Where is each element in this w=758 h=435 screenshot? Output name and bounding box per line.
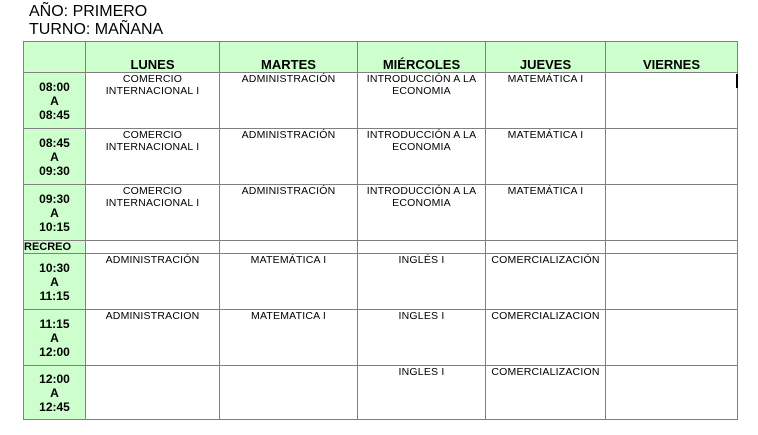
class-cell-jueves (486, 129, 606, 185)
class-cell-lunes (86, 185, 220, 241)
break-cell (220, 241, 358, 254)
year-title: AÑO: PRIMERO (29, 3, 148, 20)
time-slot-row (24, 310, 738, 366)
class-cell-miercoles (358, 129, 486, 185)
class-cell-martes (220, 366, 358, 420)
break-cell (86, 241, 220, 254)
break-row (24, 241, 738, 254)
class-cell-jueves (486, 366, 606, 420)
subject-text: ADMINISTRACIÓN (241, 73, 336, 85)
subject-text: MATEMÁTICA I (507, 73, 584, 85)
class-cell-lunes (86, 254, 220, 310)
subject-text: ADMINISTRACION (105, 310, 200, 322)
subject-text: INTRODUCCIÓN A LA (366, 129, 477, 141)
day-header-jueves: JUEVES (486, 42, 606, 73)
time-start: 12:00 (39, 371, 70, 386)
time-cell (24, 185, 86, 241)
class-cell-jueves (486, 310, 606, 366)
class-cell-miercoles (358, 73, 486, 129)
subject-text: MATEMÁTICA I (507, 185, 584, 197)
subject-text: ECONOMIA (392, 141, 451, 153)
subject-text: COMERCIO (122, 185, 183, 197)
subject-text: ECONOMIA (392, 85, 451, 97)
subject-text: MATEMÁTICA I (507, 129, 584, 141)
class-cell-viernes (606, 73, 738, 129)
time-slot-row (24, 185, 738, 241)
time-sep: A (50, 93, 59, 108)
time-end: 12:45 (39, 399, 70, 414)
break-cell (486, 241, 606, 254)
time-cell (24, 366, 86, 420)
class-cell-jueves (486, 254, 606, 310)
class-cell-lunes (86, 129, 220, 185)
subject-text: MATEMATICA I (251, 310, 326, 322)
break-cell (358, 241, 486, 254)
time-start: 08:00 (39, 79, 70, 94)
time-sep: A (50, 149, 59, 164)
time-sep: A (50, 330, 59, 345)
subject-text: ADMINISTRACIÓN (241, 129, 336, 141)
day-header-martes: MARTES (220, 42, 358, 73)
time-cell (24, 310, 86, 366)
time-slot-row (24, 129, 738, 185)
class-cell-miercoles (358, 185, 486, 241)
class-cell-miercoles (358, 366, 486, 420)
subject-text: INTERNACIONAL I (105, 85, 200, 97)
class-cell-viernes (606, 129, 738, 185)
shift-title: TURNO: MAÑANA (29, 21, 164, 38)
time-slot-row (24, 254, 738, 310)
time-end: 10:15 (39, 219, 70, 234)
subject-text: ADMINISTRACIÓN (241, 185, 336, 197)
day-header-lunes: LUNES (86, 42, 220, 73)
class-cell-miercoles (358, 310, 486, 366)
subject-text: INTERNACIONAL I (105, 141, 200, 153)
subject-text: ECONOMIA (392, 197, 451, 209)
time-start: 08:45 (39, 135, 70, 150)
class-cell-martes (220, 129, 358, 185)
edge-mark (736, 74, 738, 88)
subject-text: ADMINISTRACIÓN (105, 254, 200, 266)
break-cell (606, 241, 738, 254)
time-sep: A (50, 385, 59, 400)
class-cell-martes (220, 254, 358, 310)
class-cell-martes (220, 185, 358, 241)
subject-text: COMERCIO (122, 73, 183, 85)
time-end: 08:45 (39, 107, 70, 122)
subject-text: COMERCIALIZACION (491, 366, 600, 378)
time-sep: A (50, 205, 59, 220)
time-start: 10:30 (39, 260, 70, 275)
time-sep: A (50, 274, 59, 289)
class-cell-lunes (86, 73, 220, 129)
subject-text: INTRODUCCIÓN A LA (366, 73, 477, 85)
class-cell-lunes (86, 310, 220, 366)
class-cell-viernes (606, 310, 738, 366)
break-label: RECREO (24, 241, 86, 254)
subject-text: COMERCIALIZACION (491, 310, 600, 322)
time-slot-row (24, 366, 738, 420)
time-end: 09:30 (39, 163, 70, 178)
subject-text: COMERCIO (122, 129, 183, 141)
subject-text: INTERNACIONAL I (105, 197, 200, 209)
subject-text: MATEMÁTICA I (250, 254, 327, 266)
class-cell-viernes (606, 366, 738, 420)
time-end: 12:00 (39, 344, 70, 359)
class-cell-jueves (486, 185, 606, 241)
class-cell-martes (220, 73, 358, 129)
corner-cell (24, 42, 86, 73)
class-cell-viernes (606, 185, 738, 241)
time-start: 11:15 (39, 316, 70, 331)
time-cell (24, 73, 86, 129)
time-cell (24, 129, 86, 185)
class-cell-martes (220, 310, 358, 366)
day-header-miercoles: MIÉRCOLES (358, 42, 486, 73)
class-cell-miercoles (358, 254, 486, 310)
time-end: 11:15 (39, 288, 70, 303)
subject-text: INGLES I (398, 366, 445, 378)
time-cell (24, 254, 86, 310)
class-cell-lunes (86, 366, 220, 420)
subject-text: COMERCIALIZACIÓN (491, 254, 600, 266)
subject-text: INTRODUCCIÓN A LA (366, 185, 477, 197)
header-row (24, 42, 738, 73)
schedule-table (23, 41, 738, 420)
class-cell-jueves (486, 73, 606, 129)
day-header-viernes: VIERNES (606, 42, 738, 73)
subject-text: INGLES I (398, 310, 445, 322)
time-start: 09:30 (39, 191, 70, 206)
subject-text: INGLÉS I (398, 254, 445, 266)
time-slot-row (24, 73, 738, 129)
class-cell-viernes (606, 254, 738, 310)
